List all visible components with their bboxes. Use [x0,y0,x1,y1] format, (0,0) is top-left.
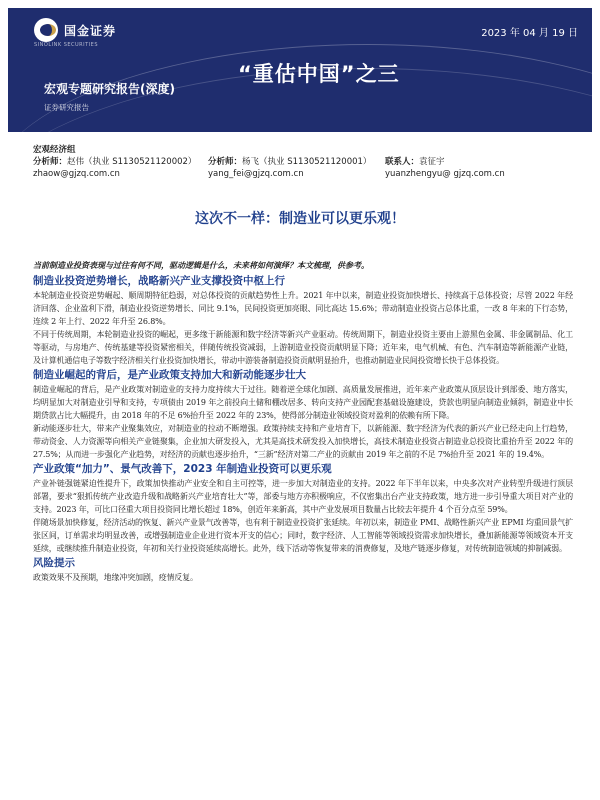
author-label: 分析师： [33,157,68,167]
author-block [33,144,573,180]
report-date: 2023 年 04 月 19 日 [481,28,578,39]
author-label: 分析师： [208,157,243,167]
paragraph: 产业补链强链紧迫性提升下，政策加快推动产业安全和自主可控等，进一步加大对制造业的支持。2022 年下半年以来，中央多次对产业转型升级进行顶层部署，要求“狠抓传统产业改造升级和战略新兴产业培育壮大”等，部委与地方亦积极响应，不仅密集出台产业支持政策，地方进一步引导重大项目对产业的支持。2023 年，可比口径重大项目投资同比增长超过 18%，创近年来新高，其中产业发展项目数量占比较去年提升 4 个百分点至 59%。 [33,479,573,514]
brand-subtitle: SINOLINK SECURITIES [34,42,98,48]
author-name: 袁征宇 [419,157,445,167]
author-names-row [33,156,573,168]
paragraph: 制造业崛起的背后，是产业政策对制造业的支持力度持续大于过往。随着逆全球化加剧、高质量发展推进，近年来产业政策从顶层设计到部委、地方落实，均明显加大对制造业引导和支持，专项债由 2019 年之前投向土储和棚改居多、转向支持产业园配套基础设施建设，贷款也明显向制造业倾斜，制造业中长期贷款占比大幅提升，由 2018 年的不足 6%抬升至 2022 年的 23%，使得部分制造业领域投资对盈利的依赖有所下降。 [33,385,573,420]
report-department: 证券研究报告 [44,103,89,112]
report-type: 宏观专题研究报告(深度) [44,82,175,96]
risk-paragraph: 政策效果不及预期，地缘冲突加剧，疫情反复。 [33,573,198,582]
report-title: “重估中国”之三 [238,62,400,86]
paragraph: 本轮制造业投资逆势崛起、顺周期特征趋弱，对总体投资的贡献趋势性上升。2021 年中以来，制造业投资加快增长、持续高于总体投资；尽管 2022 年经济回落、企业盈利下滑，制造业投资逆势增长、同比 9.1%，民间投资更加亮眼、同比高达 15.6%；带动制造业投资占总体比重，一改 8 年来的下行态势，连续 2 年上行、2022 年升至 26.8%。 [33,291,573,326]
intro-paragraph: 当前制造业投资表现与过往有何不同，驱动逻辑是什么，未来将如何演绎？本文梳理，供参考。 [33,260,369,270]
report-headline: 这次不一样：制造业可以更乐观！ [195,211,405,227]
paragraph: 伴随场景加快修复，经济活动的恢复、新兴产业景气改善等，也有利于制造业投资扩张延续。年初以来，制造业 PMI、战略性新兴产业 EPMI 均重回景气扩张区间，订单需求均明显改善，或增强制造业企业进行资本开支的信心；同时，数字经济、人工智能等领域投资需求加快增长，叠加新能源等领域资本开支延续，或继续推升制造业投资，年初和关行业投资延续高增长。此外，线下活动等恢复带来的消费修复，及地产链逐步修复，对传统制造领域的抑制减弱。 [33,518,573,553]
author-emails-row [33,168,573,180]
section-title: 制造业投资逆势增长，战略新兴产业支撑投资中枢上行 [33,275,285,287]
research-team: 宏观经济组 [33,145,76,155]
section-title: 产业政策“加力”、景气改善下，2023 年制造业投资可以更乐观 [33,463,332,475]
author-name: 赵伟（执业 S1130521120002） [67,157,197,167]
author-email[interactable]: zhaow@gjzq.com.cn [33,169,120,179]
author-label: 联系人： [385,157,420,167]
brand-logo-icon [34,18,58,42]
header-banner [8,8,592,132]
section-title-risk: 风险提示 [33,557,75,569]
report-body [33,259,573,584]
paragraph: 新动能逐步壮大，带来产业聚集效应，对制造业的拉动不断增强。政策持续支持和产业培育下，以新能源、数字经济为代表的新兴产业已经走向上行趋势，带动资金、人力资源等向相关产业链聚集，企业加大研发投入，尤其是高技术研发投入加快增长，高技术制造业投资占制造业总投资比重抬升至 2022 年的 27.5%；从而进一步强化产业趋势，对经济的贡献也逐步抬升，“三新”经济对第二产业的贡献由 2019 年之前的不足 7%抬升至 2021 年的 19.4%。 [33,424,573,459]
author-name: 杨飞（执业 S1130521120001） [242,157,372,167]
brand-logo [34,18,116,42]
brand-name: 国金证券 [64,23,117,38]
author-email[interactable]: yang_fei@gjzq.com.cn [208,169,304,179]
author-email[interactable]: yuanzhengyu@ gjzq.com.cn [385,169,505,179]
section-title: 制造业崛起的背后，是产业政策支持加大和新动能逐步壮大 [33,369,306,381]
paragraph: 不同于传统周期，本轮制造业投资的崛起，更多缘于新能源和数字经济等新兴产业驱动。传统周期下，制造业投资主要由上游黑色金属、非金属制品、化工等驱动，与房地产、传统基建等投资紧密相关，伴随传统投资减弱，上游制造业投资贡献明显下降；近年来，电气机械、有色、汽车制造等新能源产业链，及计算机通信电子等数字经济相关行业投资加快增长，带动中游装备制造投资贡献明显抬升，也推动制造业民间投资增长快于总体投资。 [33,330,573,365]
